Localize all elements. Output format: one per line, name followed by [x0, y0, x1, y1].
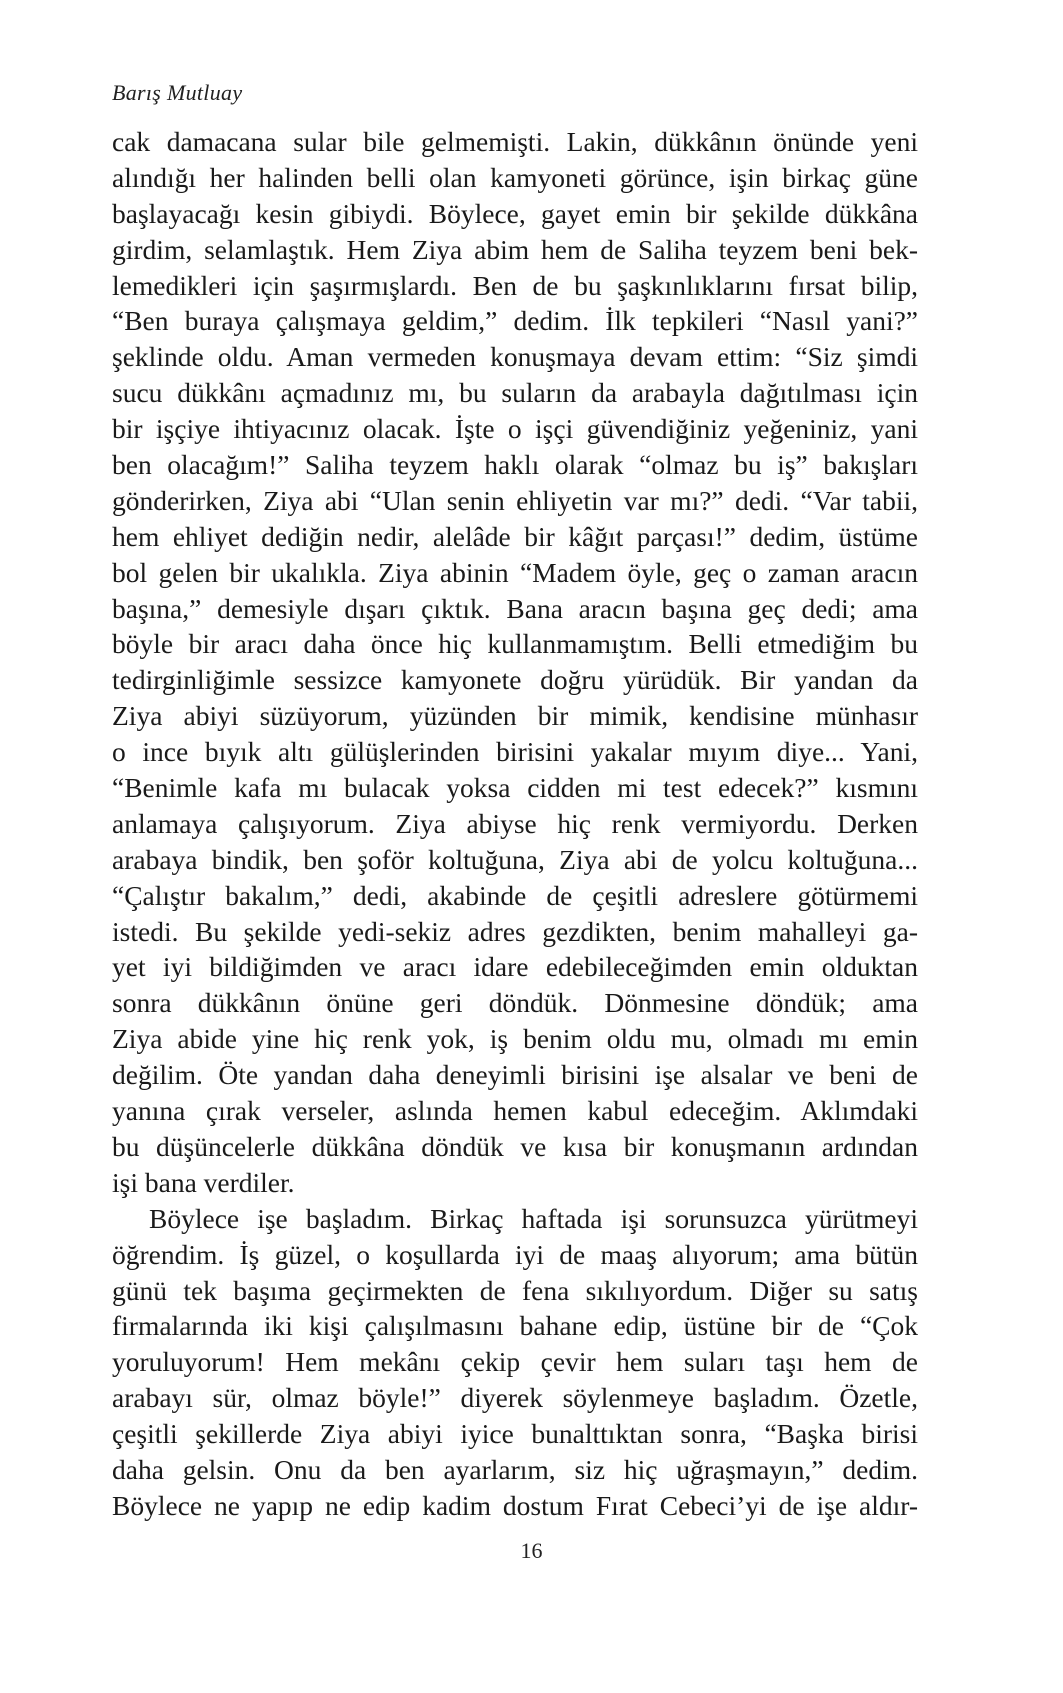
text-line: yanına çırak verseler, aslında hemen kabul edeceğim. Aklımdaki [112, 1095, 918, 1127]
text-line: anlamaya çalışıyorum. Ziya abiyse hiç renk vermiyordu. Derken [112, 807, 918, 839]
text-line: daha gelsin. Onu da ben ayarlarım, siz hiç uğraşmayın,” dedim. [112, 1453, 918, 1485]
text-line: girdim, selamlaştık. Hem Ziya abim hem de Saliha teyzem beni bek- [112, 233, 918, 265]
text-line: arabayı sür, olmaz böyle!” diyerek söylenmeye başladım. Özetle, [112, 1382, 918, 1414]
body-text [112, 124, 918, 1524]
text-line: “Benimle kafa mı bulacak yoksa cidden mi test edecek?” kısmını [112, 772, 918, 804]
text-line: işi bana verdiler. [112, 1166, 295, 1198]
text-line: bu düşüncelerle dükkâna döndük ve kısa bir konuşmanın ardından [112, 1130, 918, 1162]
text-line: istedi. Bu şekilde yedi-sekiz adres gezdikten, benim mahalleyi ga- [112, 915, 918, 947]
text-line: Böylece ne yapıp ne edip kadim dostum Fırat Cebeci’yi de işe aldır- [112, 1489, 918, 1521]
text-line: değilim. Öte yandan daha deneyimli birisini işe alsalar ve beni de [112, 1059, 918, 1091]
text-line: çeşitli şekillerde Ziya abiyi iyice bunalttıktan sonra, “Başka birisi [112, 1418, 918, 1450]
page-number: 16 [520, 1538, 543, 1563]
text-line: cak damacana sular bile gelmemişti. Lakin, dükkânın önünde yeni [112, 126, 918, 157]
text-line: bir işçiye ihtiyacınız olacak. İşte o işçi güvendiğiniz yeğeniniz, yani [112, 413, 918, 445]
text-line: başına,” demesiyle dışarı çıktık. Bana aracın başına geç dedi; ama [112, 592, 918, 624]
text-line: arabaya bindik, ben şoför koltuğuna, Ziya abi de yolcu koltuğuna... [112, 843, 918, 875]
text-line: lemedikleri için şaşırmışlardı. Ben de bu şaşkınlıklarını fırsat bilip, [112, 269, 918, 301]
text-line: başlayacağı kesin gibiydi. Böylece, gayet emin bir şekilde dükkâna [112, 197, 918, 229]
text-line: hem ehliyet dediğin nedir, alelâde bir kâğıt parçası!” dedim, üstüme [112, 520, 918, 552]
text-line: günü tek başıma geçirmekten de fena sıkılıyordum. Diğer su satış [112, 1274, 918, 1306]
text-line: sonra dükkânın önüne geri döndük. Dönmesine döndük; ama [112, 987, 918, 1019]
text-line: Ziya abiyi süzüyorum, yüzünden bir mimik, kendisine münhasır [112, 700, 918, 732]
text-line: firmalarında iki kişi çalışılmasını bahane edip, üstüne bir de “Çok [112, 1310, 918, 1342]
running-head-author: Barış Mutluay [112, 80, 243, 105]
text-line: o ince bıyık altı gülüşlerinden birisini yakalar mıyım diye... Yani, [112, 736, 918, 768]
text-line: alındığı her halinden belli olan kamyoneti görünce, işin birkaç güne [112, 161, 918, 193]
text-line: tedirginliğimle sessizce kamyonete doğru yürüdük. Bir yandan da [112, 664, 918, 696]
text-line: ben olacağım!” Saliha teyzem haklı olarak “olmaz bu iş” bakışları [112, 449, 918, 481]
text-line: gönderirken, Ziya abi “Ulan senin ehliyetin var mı?” dedi. “Var tabii, [112, 484, 918, 516]
text-line: Böylece işe başladım. Birkaç haftada işi sorunsuzca yürütmeyi [149, 1202, 918, 1234]
text-line: yet iyi bildiğimden ve aracı idare edebileceğimden emin olduktan [112, 951, 918, 983]
text-line: yoruluyorum! Hem mekânı çekip çevir hem suları taşı hem de [112, 1346, 918, 1378]
text-line: şeklinde oldu. Aman vermeden konuşmaya devam ettim: “Siz şimdi [112, 341, 918, 373]
text-line: “Ben buraya çalışmaya geldim,” dedim. İlk tepkileri “Nasıl yani?” [112, 305, 918, 337]
text-line: Ziya abide yine hiç renk yok, iş benim oldu mu, olmadı mı emin [112, 1023, 918, 1055]
text-line: sucu dükkânı açmadınız mı, bu suların da arabayla dağıtılması için [112, 377, 918, 409]
text-line: “Çalıştır bakalım,” dedi, akabinde de çeşitli adreslere götürmemi [112, 879, 918, 911]
text-line: bol gelen bir ukalıkla. Ziya abinin “Madem öyle, geç o zaman aracın [112, 556, 918, 588]
text-line: öğrendim. İş güzel, o koşullarda iyi de maaş alıyorum; ama bütün [112, 1238, 918, 1270]
text-line: böyle bir aracı daha önce hiç kullanmamıştım. Belli etmediğim bu [112, 628, 918, 660]
